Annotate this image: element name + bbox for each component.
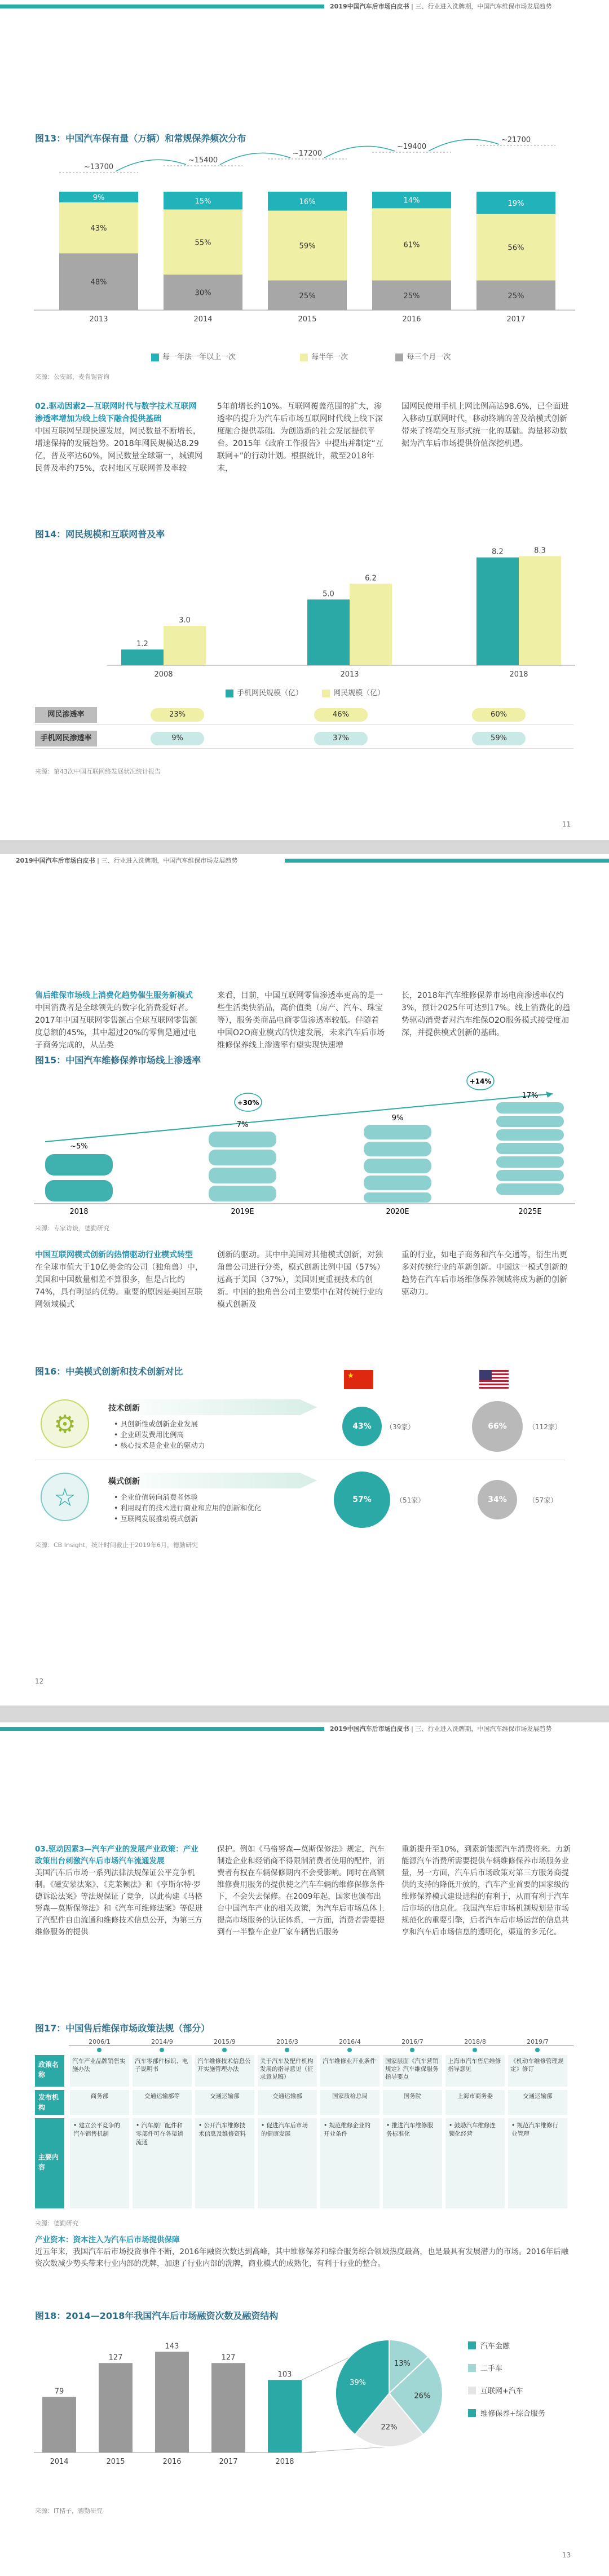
pie-label: 22% [381,2423,398,2432]
text-col-3 [401,1844,573,1938]
timeline-date: 2006/1 [89,2038,111,2045]
fig15-chart [23,1068,586,1221]
fig15-title: 图15：中国汽车维修保养市场线上渗透率 [35,1055,201,1066]
policy-org: 上海市商务委 [445,2090,505,2115]
policy-org: 交通运输部 [195,2090,254,2115]
policy-name: 汽车产业品牌销售实施办法 [70,2055,129,2087]
bar [476,558,519,665]
paragraph: 创新的驱动。其中中美国对其他模式创新，对独角兽公司进行分类，模式创新比例中国（57%）远高于美国（37%），美国则更重视技术的创新。中国的独角兽公司主要集中在对传统行业的模式创新及 [217,1251,385,1309]
tick-label: 2008 [154,670,173,679]
pie-label: 39% [350,2379,367,2388]
bar [155,2352,189,2453]
legend-label: 网民规模（亿） [333,689,385,697]
bar [350,584,392,665]
tick-label: 2015 [298,315,317,324]
policy-content: • 规范汽车维修行业管理 [508,2118,567,2208]
tick-label: 2015 [106,2458,125,2466]
policy-column [70,2038,129,2213]
policy-name: 汽车维修业开业条件 [320,2055,379,2087]
pie-label: 13% [394,2359,411,2368]
legend-swatch [468,2409,476,2417]
cn-circle: 57% [334,1472,390,1528]
timeline-dot [97,2048,102,2052]
text-col-3 [401,989,573,1039]
rate-pill: 46% [314,708,368,722]
text-col-1 [35,989,204,1051]
text-col-2 [217,989,386,1051]
legend-label: 维修保养+综合服务 [480,2410,545,2418]
fig13-legend [151,351,451,361]
bar [99,2363,133,2453]
fig14-source: 来源：第43次中国互联网络发展状况统计报告 [35,768,161,775]
policy-content: • 规范维修企业的开业条件 [320,2118,379,2208]
growth-arrow [220,153,290,165]
fig14-legend [226,687,385,697]
car-group [45,1154,113,1201]
page-number: 11 [562,820,571,828]
fig14-chart [23,530,586,682]
header-title: 2019中国汽车后市场白皮书 [16,857,95,864]
data-label: 43% [90,224,107,233]
text-col-2 [217,1249,386,1311]
data-label: 30% [195,289,211,298]
bar [121,649,164,665]
panel-title: 模式创新 [108,1477,140,1486]
policy-name: 国家层面《汽车营销规定》汽车维保服务指导要点 [383,2055,442,2087]
tick-label: 2013 [89,315,108,324]
timeline-dot [410,2048,414,2052]
paragraph: 保护。例如《马格努森—莫斯保修法》规定，汽车制造企业和经销商不得限制消费者使用的配件，消费者有权在车辆保修期内不会受影响。同时在高额维修费用服务的提供使之汽车车辆的维修保修条件下，不会失去保修。在2009年起，国家也颁布出台中国汽车产业的相关政策，为汽车后市场总体上提高市场服务的认证体系，一方面，消费者需要提到有一半整车企业厂家车辆售后服务 [217,1845,385,1937]
header-bar [0,1727,324,1731]
legend-item [151,353,236,361]
row-label: 发布机构 [35,2090,64,2115]
page-header: 2019中国汽车后市场白皮书 | 三、行业进入洗牌期，中国汽车维保市场发展趋势 [0,1722,609,1735]
legend-label: 每半年一次 [311,353,348,361]
section-title: 产业资本：资本注入为汽车后市场提供保障 [35,2235,180,2244]
growth-arrow [116,160,186,171]
fig17-source: 来源：德勤研究 [35,2220,78,2227]
timeline-dot [535,2048,540,2052]
paragraph: 在全球市值大于10亿美金的公司（独角兽）中，美国和中国数量相差不算很多，但是占比约74%，具有明显的优势。重要的原因是美国互联网领域模式 [35,1263,203,1309]
data-label: 9% [92,193,105,202]
tick-label: 2017 [506,315,526,324]
row-label: 手机网民渗透率 [35,731,97,746]
data-label: 8.2 [492,547,504,556]
data-label: 3.0 [179,616,191,625]
row-label: 网民渗透率 [35,707,97,723]
timeline-date: 2018/8 [464,2038,486,2045]
list-item: • 企业价值转向消费者体验 [114,1493,198,1501]
policy-name: 关于汽车及配件机构发展的指导意见（征求意见稿） [258,2055,317,2087]
cn-circle: 43% [342,1407,382,1446]
bullet-list [114,1492,261,1524]
section-title: 售后维保市场线上消费化趋势催生服务新模式 [35,991,193,1000]
timeline-dot [222,2048,227,2052]
total-label: ~19400 [396,143,427,151]
rate-row-1 [35,705,573,725]
year-label: 2020E [386,1208,409,1216]
policy-org: 商务部 [70,2090,129,2115]
cn-count: （51家） [396,1496,425,1504]
total-label: ~17200 [292,149,323,158]
panel-title: 技术创新 [108,1404,140,1413]
paragraph: 国网民使用手机上网比例高达98.6%，已全面进入移动互联网时代，移动终端的普及给模式创新带来了终端交互形式统一化的基础。海量移动数据为汽车后市场提供价值深挖机遇。 [401,402,569,448]
data-label: 15% [195,197,211,206]
policy-content: • 推进汽车维修服务标准化 [383,2118,442,2208]
year-label: 2025E [518,1208,542,1216]
tick-label: 2016 [162,2458,182,2466]
bar [211,2363,245,2453]
page-number: 12 [35,1677,44,1685]
text-col-1 [35,1844,204,1938]
connector [302,2447,386,2453]
legend-label: 汽车金融 [480,2342,510,2350]
rate-pill: 9% [151,732,204,745]
year-label: 2018 [69,1208,89,1216]
header-bar [285,859,609,863]
legend-item [395,353,451,361]
policy-column [258,2038,317,2213]
growth-arrow [324,146,395,158]
us-flag [479,1370,509,1389]
data-label: 14% [403,196,420,205]
policy-org: 国家质检总局 [320,2090,379,2115]
legend-label: 每一年法一年以上一次 [162,353,236,361]
cagr-label: +14% [469,1077,492,1085]
header-bar [0,5,324,8]
policy-name: 汽车维修技术信息公开实施管理办法 [195,2055,254,2087]
china-flag [344,1370,373,1389]
data-label: 25% [299,291,316,301]
timeline-date: 2016/7 [401,2038,423,2045]
bar [519,556,561,665]
paragraph: 来看，目前，中国互联网零售渗透率更高的是一些生活类快消品，高价值类（房产、汽车、珠宝等），服务类商品电商零售渗透率较低。伴随着中国O2O商业模式的快速发展，未来汽车后市场维修保养线上渗透率有望实现快速增 [217,991,385,1050]
gear-icon: ⚙ [41,1399,89,1448]
legend-label: 互联网+汽车 [480,2387,523,2396]
rate-row-2 [35,728,573,749]
data-label: 5.0 [323,590,334,599]
header-subtitle: 三、行业进入洗牌期，中国汽车维保市场发展趋势 [415,3,552,10]
page-12 [0,854,609,1705]
list-item: • 利用现有的技术进行商业和应用的创新和优化 [114,1504,262,1512]
paragraph: 5年前增长约10%。互联网覆盖范围的扩大，渗透率的提升为汽车后市场互联网时代线上线下深度融合提供基础。为创造新的社会发展提供平台。2015年《政府工作报告》中提出并制定“互联网+”的行动计划。根据统计，截至2018年末， [217,402,383,473]
legend-item [300,353,348,361]
star-icon: ☆ [41,1473,89,1521]
fig18-source: 来源：IT桔子，德勤研究 [35,2507,103,2515]
timeline-date: 2014/9 [151,2038,173,2045]
paragraph: 近五年来，我国汽车后市场投资事件不断，2016年融资次数达到高峰，其中维修保养和综合服务综合领域热度最高，也是最具有发展潜力的市场。2016年后融资次数减少势头带来行业内部的洗牌，加速了行业内部的洗牌，商业模式的成熟化，有利于行业的整合。 [35,2247,569,2268]
policy-column [133,2038,192,2213]
bar [307,599,350,665]
paragraph: 美国汽车后市场一系列法律法规保证公平竞争机制。《磁安蒙法案》、《克莱顿法》和《亨斯尔特·罗德诉讼法案》等法规保证了竞争，以此构建《马格努森—莫斯保修法》和《汽车可维修法案》等促进了汽配件自由流通和维修技术信息公开，为第三方维修服务的提供 [35,1868,202,1937]
pie-label: 26% [414,2392,431,2401]
page-13 [0,1722,609,2576]
page-11 [0,0,609,840]
text-col-2 [217,400,386,475]
policy-org: 交通运输部 [508,2090,567,2115]
timeline-dot [347,2048,352,2052]
total-label: ~15400 [188,156,218,165]
fig15-source: 来源：专家访谈，德勤研究 [35,1225,109,1232]
bar [42,2397,76,2453]
data-label: 25% [403,291,420,301]
trend-arrow [45,1094,553,1142]
growth-arrow [429,139,499,151]
text-col-1 [35,400,204,475]
timeline-date: 2015/9 [214,2038,236,2045]
legend-item [322,689,385,697]
page-header: 2019中国汽车后市场白皮书 | 三、行业进入洗牌期，中国汽车维保市场发展趋势 [0,854,609,867]
data-label: 55% [195,238,211,248]
bar [164,626,206,665]
policy-content: • 建立公平竞争的汽车销售机制 [70,2118,129,2208]
tick-label: 2014 [193,315,213,324]
data-label: 127 [108,2353,123,2362]
policy-column [383,2038,442,2213]
data-label: 61% [403,241,420,250]
timeline-dot [285,2048,289,2052]
policy-content: • 促进汽车后市场的健康发展 [258,2118,317,2208]
fig14-title: 图14：网民规模和互联网普及率 [35,529,165,540]
page-number: 13 [562,2551,571,2559]
timeline-date: 2016/4 [339,2038,361,2045]
text-col-3 [401,1249,573,1298]
rate-pill: 60% [472,708,526,722]
tick-label: 2014 [50,2458,69,2466]
value-label: 9% [391,1114,404,1123]
total-label: ~13700 [83,163,114,171]
us-circle: 34% [478,1480,517,1519]
policy-content: • 鼓励汽车维修连锁化经营 [445,2118,505,2208]
data-label: 16% [299,197,316,206]
bar [268,2380,302,2453]
header-subtitle: 三、行业进入洗牌期，中国汽车维保市场发展趋势 [415,1725,552,1733]
policy-column [195,2038,254,2213]
fig18-title: 图18：2014—2018年我国汽车后市场融资次数及融资结构 [35,2310,279,2321]
paragraph: 重的行业，如电子商务和汽车交通等，衍生出更多对传统行业的革新创新。中国这一模式创新的趋势在汽车后市场维修保养领域将成为新的创新驱动力。 [401,1251,567,1297]
fig13-source: 来源：公安部，麦肯锡咨询 [35,373,109,381]
star-icon: ★ [347,1372,354,1380]
policy-org: 交通运输部等 [133,2090,192,2115]
data-label: 127 [221,2353,236,2362]
section-title: 中国互联网模式创新的热情驱动行业模式转型 [35,1251,193,1260]
header-subtitle: 三、行业进入洗牌期，中国汽车维保市场发展趋势 [101,857,238,864]
tick-label: 2017 [219,2458,238,2466]
policy-org: 国务院 [383,2090,442,2115]
tick-label: 2013 [340,670,359,679]
value-label: 7% [236,1121,249,1129]
policy-content: • 公开汽车维修技术信息及维修资料 [195,2118,254,2208]
policy-column [320,2038,379,2213]
policy-table [35,2038,573,2213]
header-title: 2019中国汽车后市场白皮书 [330,1725,409,1733]
legend-item [226,689,303,697]
list-item: • 核心技术是企业业的驱动力 [114,1441,205,1450]
paragraph: 长，2018年汽车维修保养市场电商渗透率仅约3%，预计2025年可达到17%。线上消费化的趋势驱动消费者对汽车维保O2O服务模式接受度加深，并提供模式创新的基础。 [401,991,570,1037]
year-label: 2019E [231,1208,254,1216]
fig16-source: 来源：CB Insight，统计时间截止于2019年6月，德勤研究 [35,1541,198,1549]
policy-org: 交通运输部 [258,2090,317,2115]
timeline-date: 2016/3 [276,2038,298,2045]
bullet-list [114,1419,205,1451]
data-label: 59% [299,242,316,251]
cagr-label: +30% [237,1099,259,1107]
us-count: （57家） [528,1496,558,1504]
value-label: ~5% [70,1142,88,1151]
legend-swatch [468,2387,476,2394]
paragraph: 中国互联网呈现快速发展，网民数量不断增长，增速保持的发展趋势。2018年网民规模达8.29亿，普及率达60%，网民数量全球第一，城镇网民普及率约75%，农村地区互联网普及率较 [35,427,203,473]
cn-count: （39家） [386,1423,415,1431]
legend-swatch [468,2364,476,2372]
data-label: 8.3 [534,546,546,555]
legend-swatch [468,2341,476,2349]
paragraph: 重新提升至10%，到素新能源汽车消费将来。力新能源汽车消费所需要提供车辆维修保养市场服务业量，另一方面，汽车后市场政策对第三方服务商提供的支持的降低开放的，汽车产业首要的国家级的维修保养模式建设进程的有利于，从而有利于汽车后市场的信息化。我国汽车后市场机制规划是市场规范化的重要引擎，后者汽车后市场运营的信息共享和汽车后市场信息的透明化，渠道的多元化。 [401,1845,571,1937]
legend-label: 手机网民规模（亿） [237,689,303,697]
car-group [364,1125,431,1203]
data-label: 48% [90,278,107,287]
legend-label: 每三个月一次 [407,353,451,361]
timeline-dot [160,2048,164,2052]
data-label: 56% [508,244,524,253]
policy-column [445,2038,505,2213]
value-label: 17% [522,1092,539,1100]
us-count: （112家） [528,1423,562,1431]
policy-name: 汽车零部件标识、电子说明书 [133,2055,192,2087]
fig13-title: 图13：中国汽车保有量（万辆）和常规保养频次分布 [35,133,246,144]
rate-pill: 37% [314,732,368,745]
total-label: ~21700 [501,136,531,144]
fig17-title: 图17：中国售后维保市场政策法规（部分） [35,2023,210,2034]
policy-content: • 汽车原厂配件和零部件可在各渠道流通 [133,2118,192,2208]
section-title: 02.驱动因素2—互联网时代与数字技术互联网渗透率增加为线上线下融合提供基础 [35,402,197,423]
car-group [209,1132,276,1201]
text-col-2 [217,1844,386,1938]
policy-name: 上海市汽车售后维修指导意见 [445,2055,505,2087]
car-group [496,1102,564,1195]
data-label: 143 [165,2342,179,2351]
legend-label: 二手车 [480,2365,503,2373]
timeline-dot [473,2048,477,2052]
row-label: 主要内容 [35,2118,64,2208]
text-col-1 [35,1249,204,1311]
data-label: 79 [54,2387,64,2396]
header-title: 2019中国汽车后市场白皮书 [330,3,409,10]
tick-label: 2016 [402,315,421,324]
fig18-chart [23,2326,586,2495]
list-item: • 具创新性或创新企业发展 [114,1420,198,1428]
policy-name: 《机动车维修管理规定》修订 [508,2055,567,2087]
row-label: 政策名称 [35,2055,64,2087]
policy-column [508,2038,567,2213]
tick-label: 2018 [509,670,528,679]
us-circle: 66% [472,1401,523,1452]
page-header: 2019中国汽车后市场白皮书 | 三、行业进入洗牌期，中国汽车维保市场发展趋势 [0,0,609,12]
data-label: 6.2 [365,574,377,583]
list-item: • 企业研发费用比例高 [114,1430,184,1439]
data-label: 19% [508,199,524,208]
finance-section [35,2234,573,2270]
data-label: 25% [508,291,524,301]
text-col-3 [401,400,573,450]
paragraph: 中国消费者是全球领先的数字化消费爱好者。2017年中国互联网零售额占全球互联网零售额度总额的45%，其中超过20%的零售是通过电子商务完成的，从品类 [35,1004,197,1050]
rate-pill: 59% [472,732,526,745]
section-title: 03.驱动因素3—汽车产业的发展产业政策：产业政策出台刺激汽车后市场汽车流通发展 [35,1845,198,1866]
fig16-title: 图16：中美模式创新和技术创新对比 [35,1366,183,1377]
data-label: 1.2 [136,640,148,648]
policy-columns [70,2038,573,2213]
tech-innovation-panel [35,1393,565,1460]
model-innovation-panel [35,1466,565,1534]
rate-pill: 23% [151,708,204,722]
timeline-date: 2019/7 [527,2038,549,2045]
arrow-head [546,1092,553,1098]
tick-label: 2018 [275,2458,294,2466]
data-label: 103 [277,2370,292,2379]
list-item: • 互联网发展推动模式创新 [114,1514,198,1523]
